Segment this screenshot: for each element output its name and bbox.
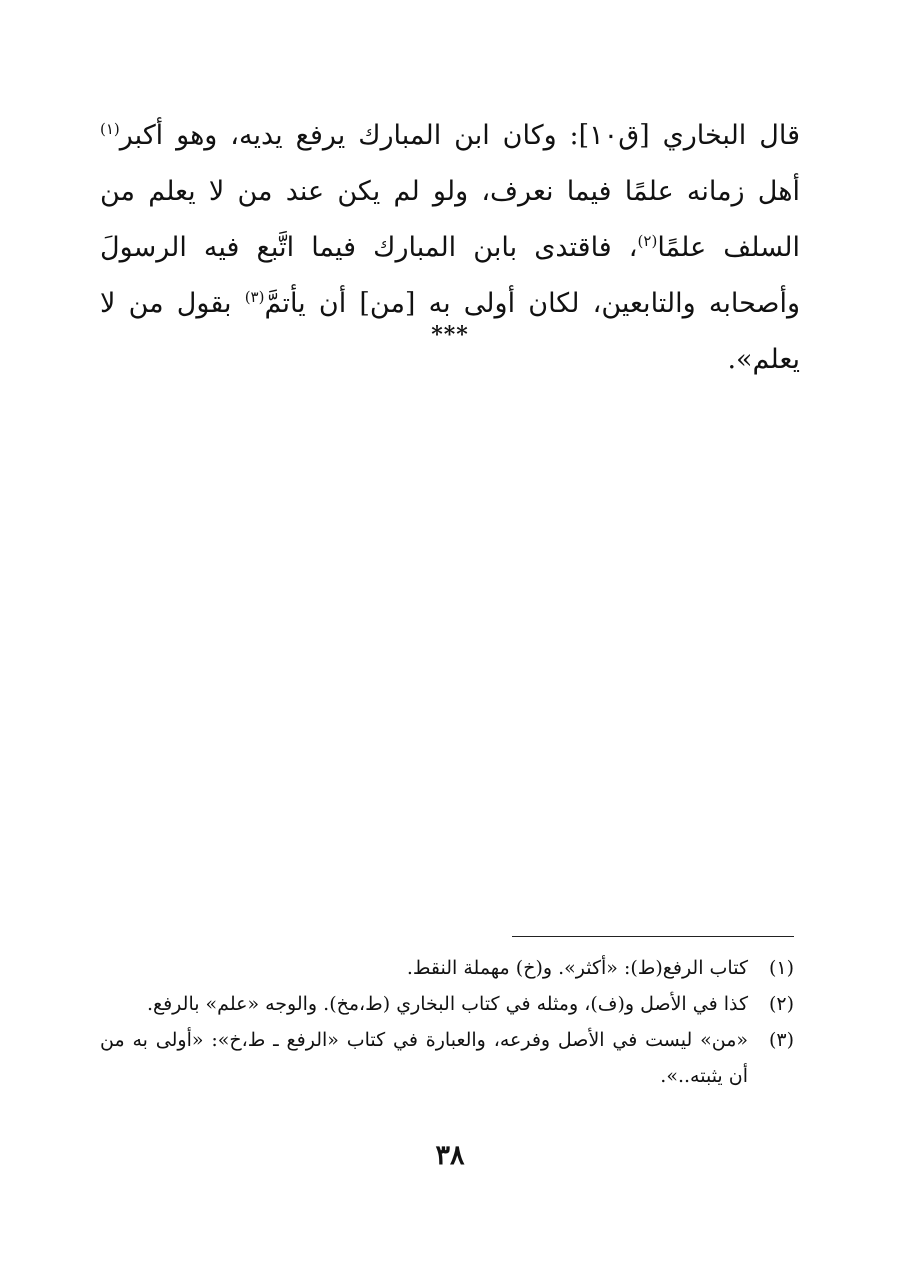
paragraph-text-part-4: بقول من لا يعلم». <box>100 288 800 375</box>
footnote-marker-3: (٣) <box>244 288 265 306</box>
section-separator: *** <box>431 322 469 348</box>
footnote-2 <box>100 986 794 1022</box>
footnote-number: (٢) <box>768 993 794 1015</box>
footnote-text: كذا في الأصل و(ف)، ومثله في كتاب البخاري (ط،مخ). والوجه «علم» بالرفع. <box>146 993 748 1015</box>
footnote-marker-2: (٢) <box>637 232 658 250</box>
footnote-1 <box>100 950 794 986</box>
page-number: ٣٨ <box>435 1140 465 1171</box>
paragraph-text-part-3: ، فاقتدى بابن المبارك فيما اتَّبع فيه الرسولَ وأصحابه والتابعين، لكان أولى به [من] أن يأتمَّ <box>100 232 800 319</box>
footnote-text: «من» ليست في الأصل وفرعه، والعبارة في كتاب «الرفع ـ ط،خ»: «أولى به من أن يثبته..». <box>100 1029 748 1087</box>
footnotes-section <box>100 950 794 1094</box>
paragraph-text-part-2: أهل زمانه علمًا فيما نعرف، ولو لم يكن عند من لا يعلم من السلف علمًا <box>100 176 801 263</box>
footnote-text: كتاب الرفع(ط): «أكثر». و(خ) مهملة النقط. <box>406 957 748 979</box>
paragraph-text-part-1: قال البخاري [ق١٠]: وكان ابن المبارك يرفع يديه، وهو أكبر <box>119 120 800 151</box>
footnote-3 <box>100 1022 794 1094</box>
footnote-number: (١) <box>768 957 794 979</box>
footnote-number: (٣) <box>768 1029 794 1051</box>
footnote-marker-1: (١) <box>100 120 120 138</box>
footnote-divider <box>512 936 794 937</box>
